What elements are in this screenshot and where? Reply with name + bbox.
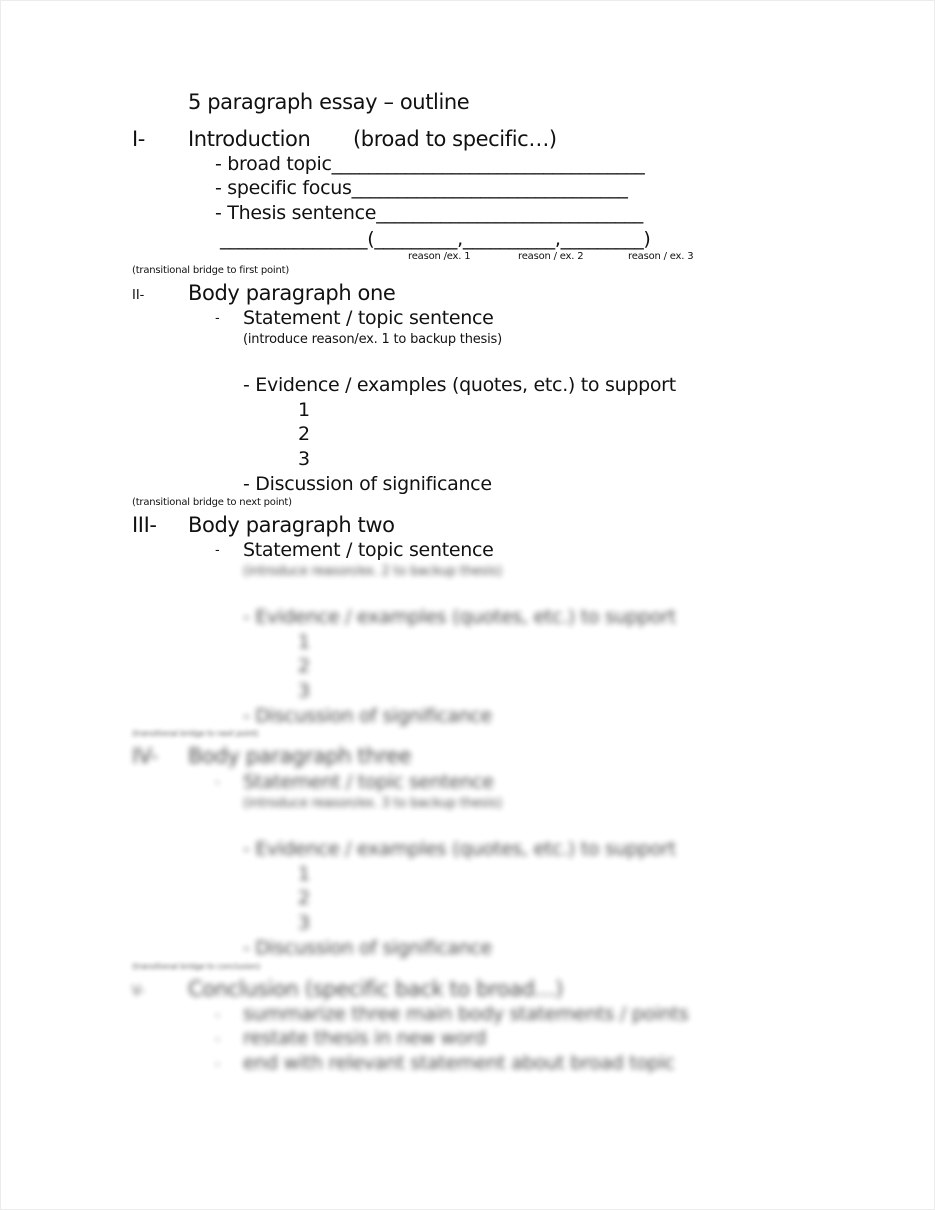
body1-evidence-3: 3 bbox=[298, 448, 310, 470]
body1-numeral: II- bbox=[132, 288, 145, 303]
body3-heading: Body paragraph three bbox=[188, 744, 412, 768]
body3-statement-note: (introduce reason/ex. 3 to backup thesis) bbox=[243, 796, 502, 811]
body3-evidence: - Evidence / examples (quotes, etc.) to support bbox=[243, 838, 676, 860]
body2-heading: Body paragraph two bbox=[188, 513, 395, 537]
page-title: 5 paragraph essay – outline bbox=[188, 90, 470, 114]
body1-evidence: - Evidence / examples (quotes, etc.) to support bbox=[243, 374, 676, 396]
conclusion-item-3: end with relevant statement about broad topic bbox=[243, 1052, 675, 1074]
bridge-first-point: (transitional bridge to first point) bbox=[132, 265, 290, 276]
intro-heading: Introduction bbox=[188, 127, 311, 151]
thesis-blanks: ________________(_________,__________,_________) bbox=[220, 228, 651, 250]
body2-evidence-1: 1 bbox=[298, 631, 310, 653]
body2-statement-note: (introduce reason/ex. 2 to backup thesis) bbox=[243, 564, 502, 579]
bridge-next-point: (transitional bridge to next point) bbox=[132, 497, 292, 508]
body2-evidence-3: 3 bbox=[298, 680, 310, 702]
body3-dash: - bbox=[215, 775, 220, 790]
body1-evidence-1: 1 bbox=[298, 399, 310, 421]
body3-statement: Statement / topic sentence bbox=[243, 771, 494, 793]
body1-dash: - bbox=[215, 311, 220, 326]
thesis-line: - Thesis sentence_____________________________ bbox=[215, 202, 643, 224]
body3-numeral: IV- bbox=[132, 744, 158, 768]
reason-label-3: reason / ex. 3 bbox=[628, 251, 694, 262]
conclusion-item-1: summarize three main body statements / points bbox=[243, 1003, 689, 1025]
conclusion-dash-2: - bbox=[215, 1032, 220, 1047]
body2-dash: - bbox=[215, 543, 220, 558]
broad-topic-line: - broad topic__________________________________ bbox=[215, 153, 645, 175]
conclusion-heading: Conclusion (specific back to broad…) bbox=[188, 977, 564, 1001]
body1-evidence-2: 2 bbox=[298, 423, 310, 445]
body3-evidence-2: 2 bbox=[298, 887, 310, 909]
reason-label-1: reason /ex. 1 bbox=[408, 251, 471, 262]
body1-discussion: - Discussion of significance bbox=[243, 473, 492, 495]
body2-evidence: - Evidence / examples (quotes, etc.) to support bbox=[243, 606, 676, 628]
body3-discussion: - Discussion of significance bbox=[243, 937, 492, 959]
conclusion-item-2: restate thesis in new word bbox=[243, 1027, 487, 1049]
conclusion-dash-1: - bbox=[215, 1008, 220, 1023]
body2-statement: Statement / topic sentence bbox=[243, 539, 494, 561]
specific-focus-line: - specific focus______________________________ bbox=[215, 177, 628, 199]
intro-numeral: I- bbox=[132, 127, 145, 151]
body1-heading: Body paragraph one bbox=[188, 281, 396, 305]
bridge-conclusion: (transitional bridge to conclusion) bbox=[132, 962, 261, 971]
conclusion-dash-3: - bbox=[215, 1057, 220, 1072]
body2-numeral: III- bbox=[132, 513, 157, 537]
reason-label-2: reason / ex. 2 bbox=[518, 251, 584, 262]
body2-discussion: - Discussion of significance bbox=[243, 705, 492, 727]
body1-statement: Statement / topic sentence bbox=[243, 307, 494, 329]
body3-evidence-3: 3 bbox=[298, 912, 310, 934]
bridge-next-point-2: (transitional bridge to next point) bbox=[132, 729, 259, 738]
intro-subheading: (broad to specific…) bbox=[353, 127, 557, 151]
body1-statement-note: (introduce reason/ex. 1 to backup thesis) bbox=[243, 332, 502, 347]
body3-evidence-1: 1 bbox=[298, 863, 310, 885]
conclusion-numeral: V- bbox=[132, 984, 145, 999]
body2-evidence-2: 2 bbox=[298, 655, 310, 677]
